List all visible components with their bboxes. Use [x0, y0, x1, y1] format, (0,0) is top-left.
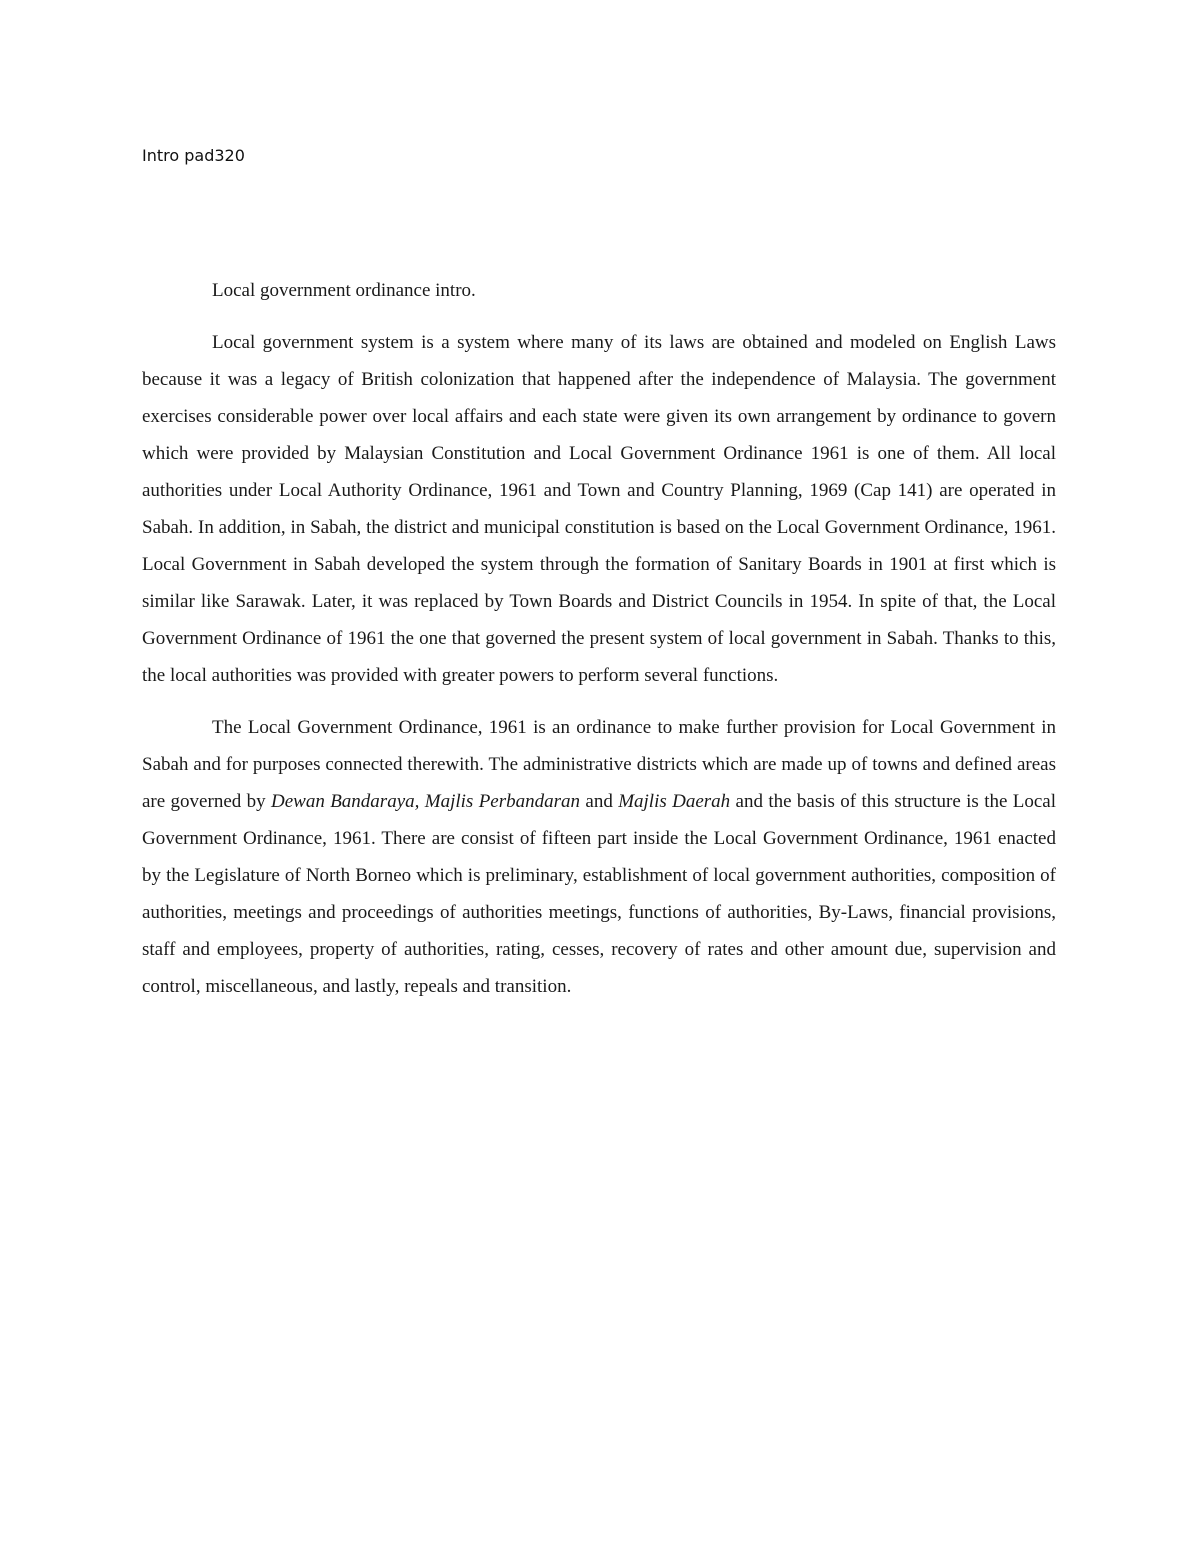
- term-majlis-perbandaran: Majlis Perbandaran: [424, 791, 581, 812]
- document-header-label: Intro pad320: [142, 146, 245, 165]
- section-heading: Local government ordinance intro.: [212, 280, 476, 301]
- document-body: [142, 272, 1056, 1020]
- paragraph-2-text-a: The Local Government Ordinance, 1961 is an ordinance to make further provision for Local Government in Sabah and for purposes connected therewith. The administrative districts which are made up of towns and defined areas are governed by: [142, 717, 1056, 812]
- paragraph-2-separator-b: and: [580, 791, 619, 812]
- paragraph-1: Local government system is a system where many of its laws are obtained and modeled on English Laws because it was a legacy of British colonization that happened after the independence of Malaysia. The government exercises considerable power over local affairs and each state were given its own arrangement by ordinance to govern which were provided by Malaysian Constitution and Local Government Ordinance 1961 is one of them. All local authorities under Local Authority Ordinance, 1961 and Town and Country Planning, 1969 (Cap 141) are operated in Sabah. In addition, in Sabah, the district and municipal constitution is based on the Local Government Ordinance, 1961. Local Government in Sabah developed the system through the formation of Sanitary Boards in 1901 at first which is similar like Sarawak. Later, it was replaced by Town Boards and District Councils in 1954. In spite of that, the Local Government Ordinance of 1961 the one that governed the present system of local government in Sabah. Thanks to this, the local authorities was provided with greater powers to perform several functions.: [142, 332, 1056, 686]
- term-dewan-bandaraya: Dewan Bandaraya,: [271, 791, 420, 812]
- term-majlis-daerah: Majlis Daerah: [618, 791, 731, 812]
- paragraph-2-text-b: and the basis of this structure is the Local Government Ordinance, 1961. There are consist of fifteen part inside the Local Government Ordinance, 1961 enacted by the Legislature of North Borneo which is preliminary, establishment of local government authorities, composition of authorities, meetings and proceedings of authorities meetings, functions of authorities, By-Laws, financial provisions, staff and employees, property of authorities, rating, cesses, recovery of rates and other amount due, supervision and control, miscellaneous, and lastly, repeals and transition.: [142, 791, 1057, 997]
- paragraph-2: [142, 709, 1056, 1005]
